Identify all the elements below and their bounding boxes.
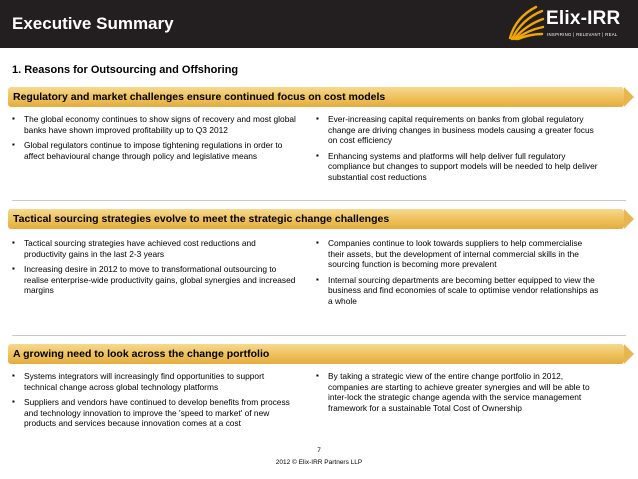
panel-banner-text: Tactical sourcing strategies evolve to meet the strategic change challenges (13, 213, 390, 225)
bullet-item: ▪ The global economy continues to show signs of recovery and most global banks have shown improved profitability up to Q3 2012 (12, 114, 296, 135)
panel-banner-text: A growing need to look across the change portfolio (13, 348, 270, 360)
panel-left-column (12, 238, 296, 301)
panel-left-column (12, 371, 296, 434)
company-logo (506, 5, 632, 43)
panel-banner (8, 344, 624, 364)
starburst-logo-icon (506, 5, 546, 43)
panel-banner-text: Regulatory and market challenges ensure continued focus on cost models (13, 91, 386, 103)
bullet-item: ▪ Global regulators continue to impose tightening regulations in order to affect behavioural change through policy and legislative means (12, 140, 296, 161)
logo-tagline: INSPIRING | RELEVANT | REAL (547, 32, 618, 37)
bullet-item: ▪ Tactical sourcing strategies have achieved cost reductions and productivity gains in the last 2-3 years (12, 238, 296, 259)
panel-banner (8, 209, 624, 229)
section-heading: 1. Reasons for Outsourcing and Offshoring (12, 64, 239, 76)
bullet-item: ▪ Suppliers and vendors have continued to develop benefits from process and technology innovation to improve the 'speed to market' of new products and services because innovation comes at a cost (12, 397, 296, 429)
bullet-item: ▪ Internal sourcing departments are becoming better equipped to view the business and find economies of scale to optimise vendor relationships as a whole (316, 275, 600, 307)
panel-left-column (12, 114, 296, 166)
panel-banner (8, 87, 624, 107)
bullet-item: ▪ Systems integrators will increasingly find opportunities to support technical change across global technology platforms (12, 371, 296, 392)
bullet-item: ▪ Companies continue to look towards suppliers to help commercialise their assets, but the development of internal commercial skills in the sourcing function is becoming more prevalent (316, 238, 600, 270)
banner-arrow-icon (624, 344, 634, 364)
panel-right-column (316, 371, 600, 418)
panel-right-column (316, 238, 600, 312)
logo-name: Elix-IRR (546, 8, 621, 29)
header-bar (0, 0, 638, 48)
copyright-notice: 2012 © Elix-IRR Partners LLP (275, 459, 363, 466)
bullet-item: ▪ By taking a strategic view of the entire change portfolio in 2012, companies are starting to achieve greater synergies and will be able to inter-lock the strategic change agenda with the service management framework for a sustainable Total Cost of Ownership (316, 371, 600, 413)
page-title: Executive Summary (12, 14, 174, 33)
panel-right-column (316, 114, 600, 188)
banner-arrow-icon (624, 87, 634, 107)
bullet-item: ▪ Enhancing systems and platforms will help deliver full regulatory compliance but changes to support models will be needed to help deliver substantial cost reductions (316, 151, 600, 183)
bullet-item: ▪ Ever-increasing capital requirements on banks from global regulatory change are driving changes in business models causing a greater focus on cost efficiency (316, 114, 600, 146)
bullet-item: ▪ Increasing desire in 2012 to move to transformational outsourcing to realise enterprise-wide productivity gains, global synergies and increased margins (12, 264, 296, 296)
section-divider (12, 335, 626, 336)
banner-arrow-icon (624, 209, 634, 229)
page-number: 7 (317, 447, 321, 454)
section-divider (12, 200, 626, 201)
